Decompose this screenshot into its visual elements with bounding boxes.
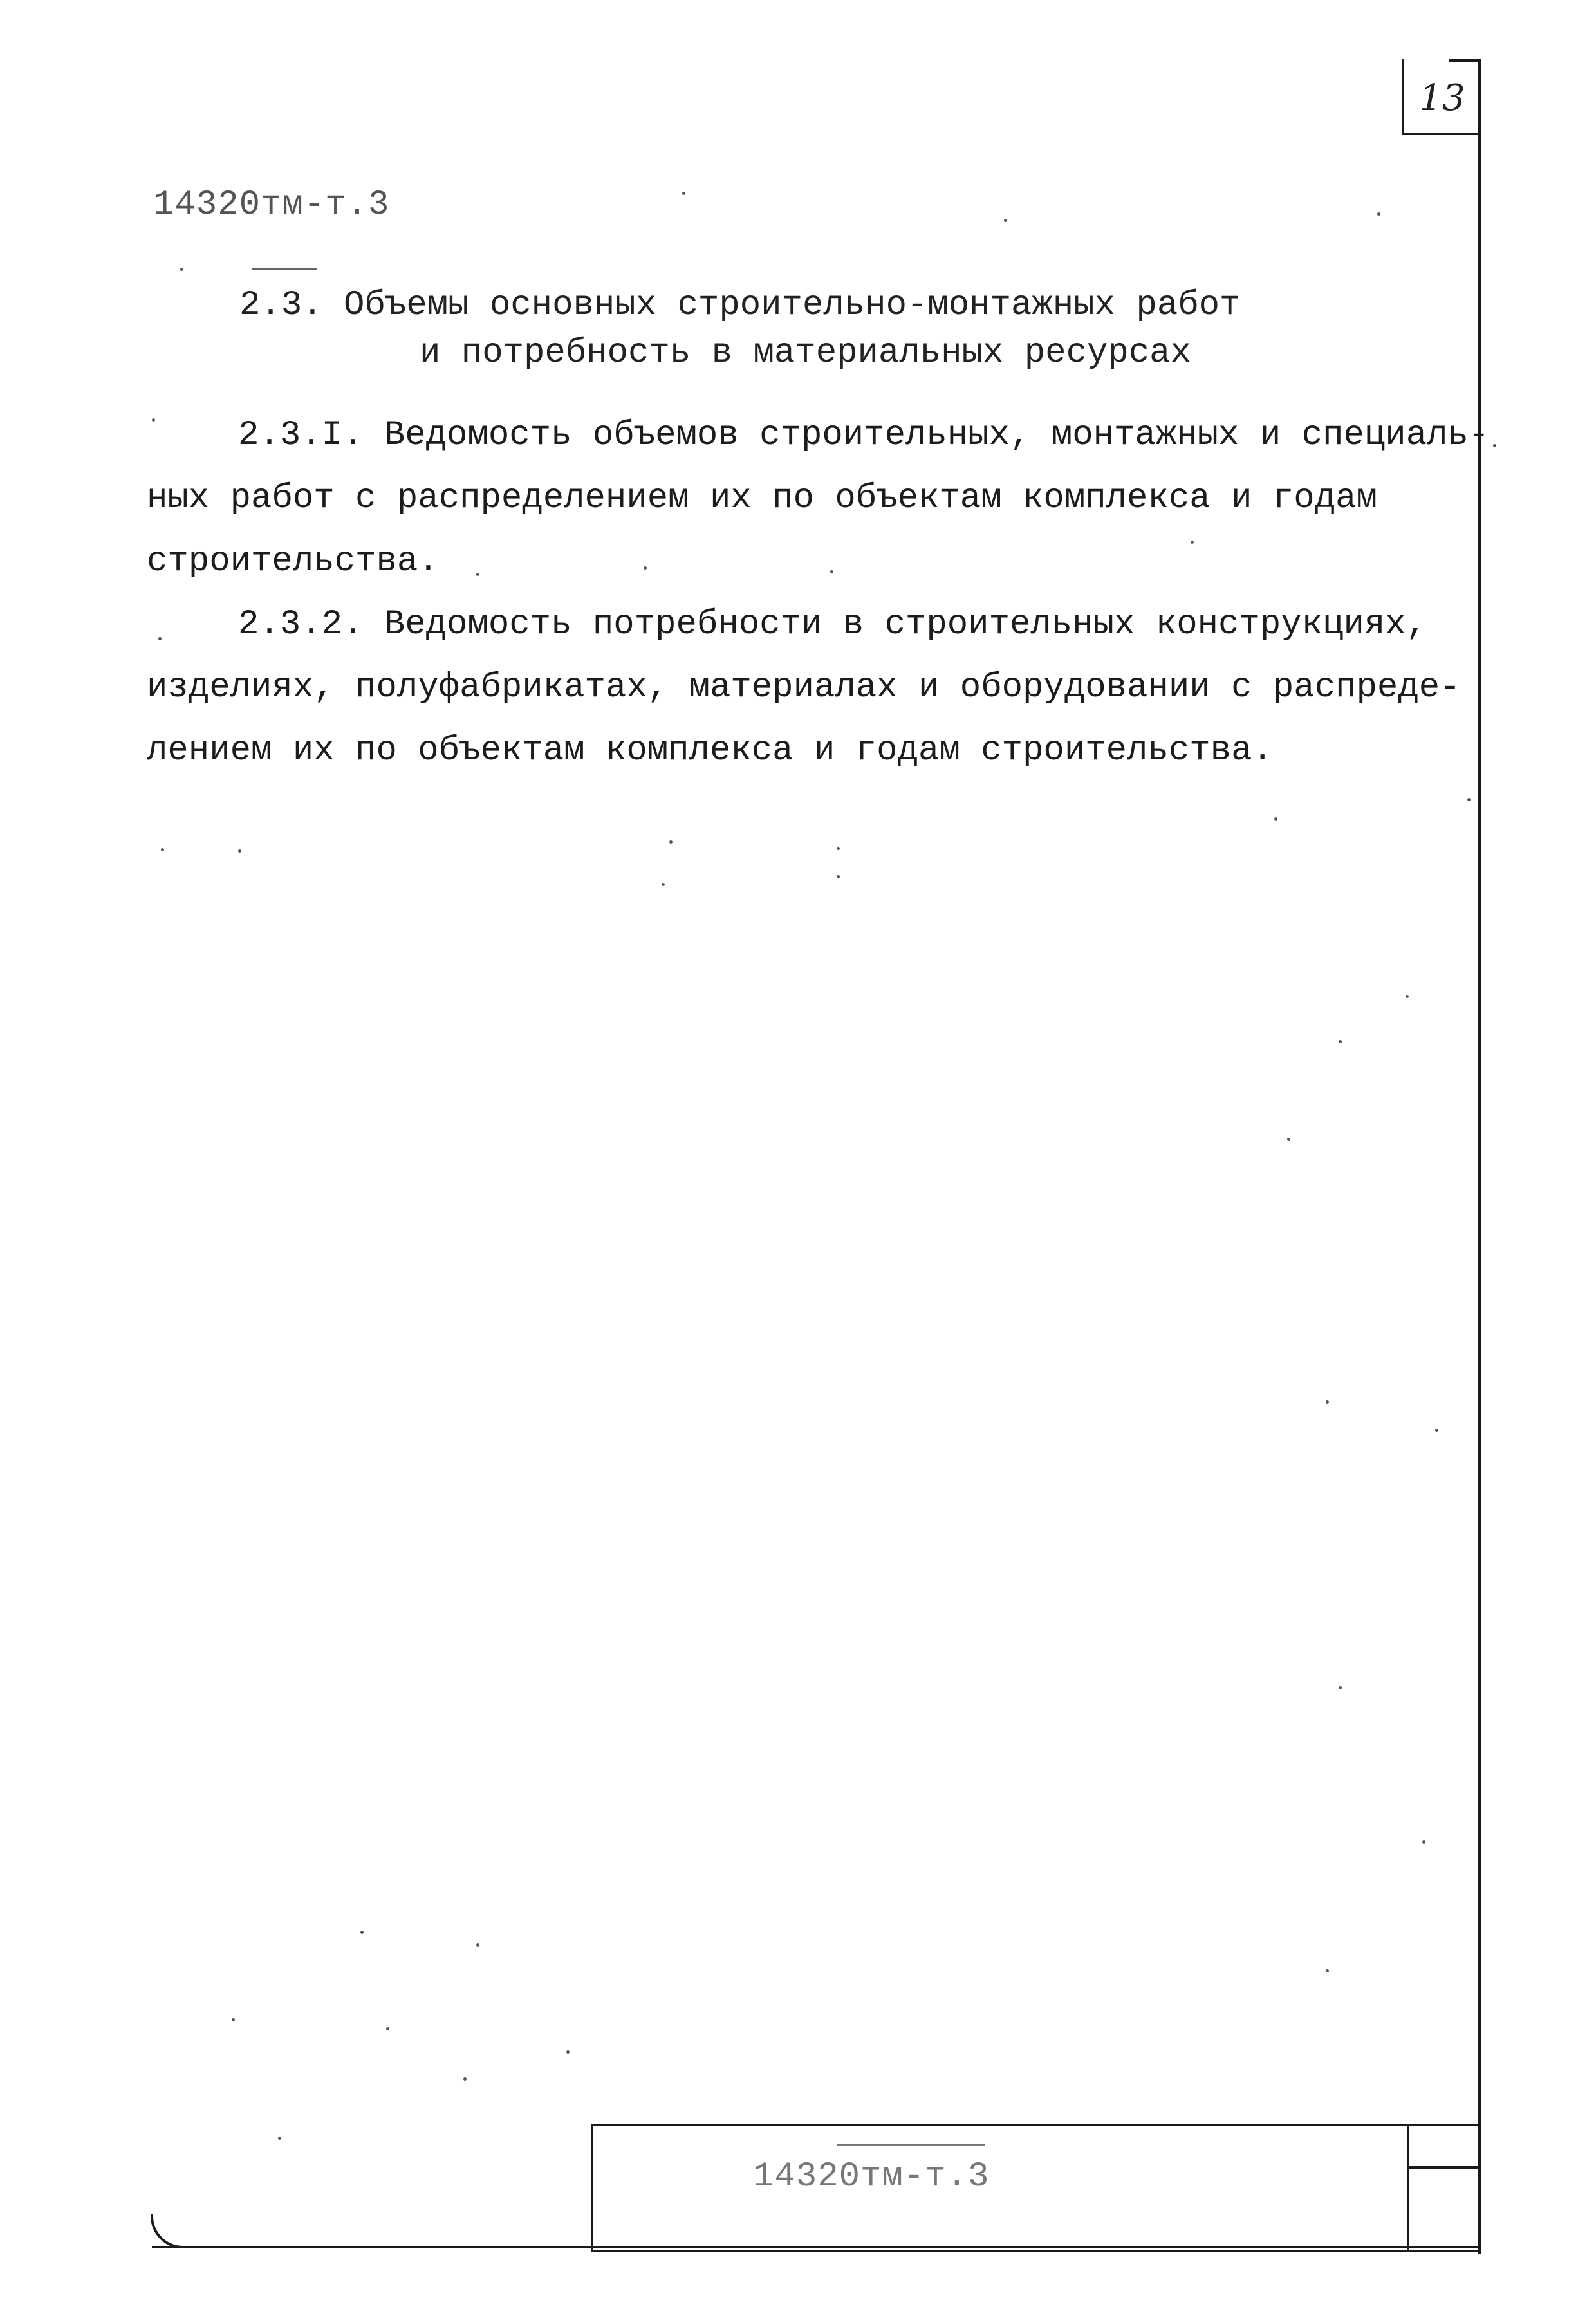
scan-speck xyxy=(161,848,164,851)
scan-speck xyxy=(669,840,673,844)
paragraph-line: 2.3.I. Ведомость объемов строительных, монтажных и специаль- xyxy=(238,416,1490,455)
scan-speck xyxy=(1406,995,1409,998)
scan-speck xyxy=(360,1931,364,1934)
paragraph-2-3-1 xyxy=(147,404,1490,593)
scan-speck xyxy=(238,849,241,853)
scan-speck xyxy=(1493,444,1496,447)
scan-speck xyxy=(1422,1840,1425,1844)
paragraph-2-3-2 xyxy=(147,593,1461,783)
scan-speck xyxy=(1339,1686,1342,1689)
scan-speck xyxy=(1339,1040,1342,1043)
scan-speck xyxy=(278,2137,281,2140)
scan-speck xyxy=(1467,798,1471,801)
title-block-divider xyxy=(1407,2124,1409,2252)
section-heading-line-2: и потребность в материальных ресурсах xyxy=(420,333,1191,373)
scan-speck xyxy=(180,268,183,271)
paragraph-line: лением их по объектам комплекса и годам строительства. xyxy=(147,731,1273,770)
scan-speck xyxy=(476,573,479,576)
scan-speck xyxy=(1435,1429,1438,1432)
section-heading-line-1: 2.3. Объемы основных строительно-монтажных работ xyxy=(239,286,1241,325)
scan-speck xyxy=(232,2018,235,2021)
title-block-overline xyxy=(837,2144,985,2146)
scan-speck xyxy=(830,570,833,573)
scan-speck xyxy=(1377,212,1380,216)
paragraph-line: 2.3.2. Ведомость потребности в строительных конструкциях, xyxy=(238,605,1427,644)
title-block-document-code: 14320тм-т.3 xyxy=(753,2157,990,2196)
scan-speck xyxy=(152,418,155,422)
paragraph-line: изделиях, полуфабрикатах, материалах и оборудовании с распреде- xyxy=(147,668,1461,707)
scan-speck xyxy=(386,2027,389,2030)
scan-speck xyxy=(1004,219,1007,222)
frame-bottom-border xyxy=(152,2246,1480,2248)
scan-speck xyxy=(837,847,840,850)
scan-speck xyxy=(158,637,162,640)
scan-speck xyxy=(1274,817,1277,821)
page-number: 13 xyxy=(1419,77,1465,119)
frame-right-border xyxy=(1478,59,1481,2254)
scan-speck xyxy=(662,883,665,886)
frame-bottom-left-corner xyxy=(151,2214,189,2248)
scan-speck xyxy=(1326,1969,1329,1972)
title-block xyxy=(591,2124,1480,2252)
paragraph-line: ных работ с распределением их по объектам комплекса и годам xyxy=(147,479,1377,518)
paragraph-line: строительства. xyxy=(147,542,439,581)
scan-speck xyxy=(463,2077,467,2081)
scan-speck xyxy=(566,2050,570,2054)
section-heading xyxy=(239,282,1240,377)
scan-speck xyxy=(837,875,840,878)
scan-speck xyxy=(1287,1138,1290,1141)
scan-speck xyxy=(476,1943,479,1947)
title-block-cell-line xyxy=(1407,2166,1480,2169)
scan-speck xyxy=(682,192,685,195)
heading-overline xyxy=(252,268,317,270)
scan-speck xyxy=(1191,541,1194,544)
document-code-header: 14320тм-т.3 xyxy=(153,185,390,225)
scan-speck xyxy=(644,566,647,570)
scan-speck xyxy=(1326,1400,1329,1404)
